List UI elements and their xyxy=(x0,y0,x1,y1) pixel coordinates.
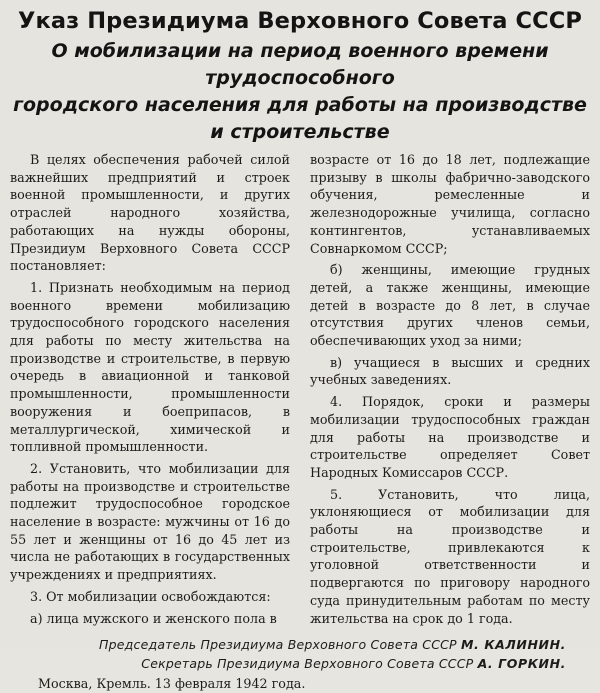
signature-secretary xyxy=(10,654,566,673)
clause-2-paragraph: 2. Установить, что мобилизации для работы на производстве и строительстве подлежит трудоспособное городское население в возрасте: мужчины от 16 до 55 лет и женщины от 16 до 45 лет из числа не работающих в государственных учреждениях и предприятиях. xyxy=(10,460,290,583)
clause-3b-paragraph: б) женщины, имеющие грудных детей, а также женщины, имеющие детей в возрасте до 8 лет, в случае отсутствия других членов семьи, обеспечивающих уход за ними; xyxy=(310,262,590,349)
signature-chairman xyxy=(10,635,566,654)
signatures-block xyxy=(10,635,590,673)
decree-body xyxy=(10,151,590,631)
clause-5-paragraph: 5. Установить, что лица, уклоняющиеся от мобилизации для работы на производстве и строительстве, привлекаются к уголовной ответственности и подвергаются по приговору народного суда принудительным работам по месту жительства на срок до 1 года. xyxy=(310,486,590,626)
clause-3v-paragraph: в) учащиеся в высших и средних учебных заведениях. xyxy=(310,354,590,388)
subtitle-line-2: городского населения для работы на производстве и строительстве xyxy=(13,94,587,143)
left-column xyxy=(10,151,290,631)
clause-3-paragraph: 3. От мобилизации освобождаются: xyxy=(30,588,271,604)
signature-role: Председатель Президиума Верховного Совета СССР xyxy=(99,637,457,653)
clause-1-paragraph: 1. Признать необходимым на период военного времени мобилизацию трудоспособного городского населения для работы по месту жительства на производстве и строительстве, в первую очередь в авиационной и танковой промышленности, промышленности вооружения и боеприпасов, в металлургической, химической и топливной промышленности. xyxy=(10,279,290,455)
signature-name: М. КАЛИНИН. xyxy=(460,637,566,653)
place-and-date: Москва, Кремль. 13 февраля 1942 года. xyxy=(38,676,306,692)
clause-4-paragraph: 4. Порядок, сроки и размеры мобилизации трудоспособных граждан для работы на производстве и строительстве определяет Совет Народных Комиссаров СССР. xyxy=(310,394,590,480)
signature-role: Секретарь Президиума Верховного Совета СССР xyxy=(141,656,474,672)
decree-title: Указ Президиума Верховного Совета СССР xyxy=(18,8,582,34)
clause-3a-paragraph: а) лица мужского и женского пола в xyxy=(30,610,277,626)
preamble-paragraph: В целях обеспечения рабочей силой важнейших предприятий и строек военной промышленности, и других отраслей народного хозяйства, работающих на нужды обороны, Президиум Верховного Совета СССР постановляет: xyxy=(10,152,290,274)
signature-name: А. ГОРКИН. xyxy=(477,656,566,672)
right-column xyxy=(310,151,590,631)
subtitle-line-1: О мобилизации на период военного времени трудоспособного xyxy=(51,40,549,89)
clause-3a-continuation: возрасте от 16 до 18 лет, подлежащие призыву в школы фабрично-заводского обучения, ремесленные и железнодорожные училища, согласно контингентов, устанавливаемых Совнаркомом СССР; xyxy=(310,152,590,256)
decree-subtitle xyxy=(10,38,590,146)
